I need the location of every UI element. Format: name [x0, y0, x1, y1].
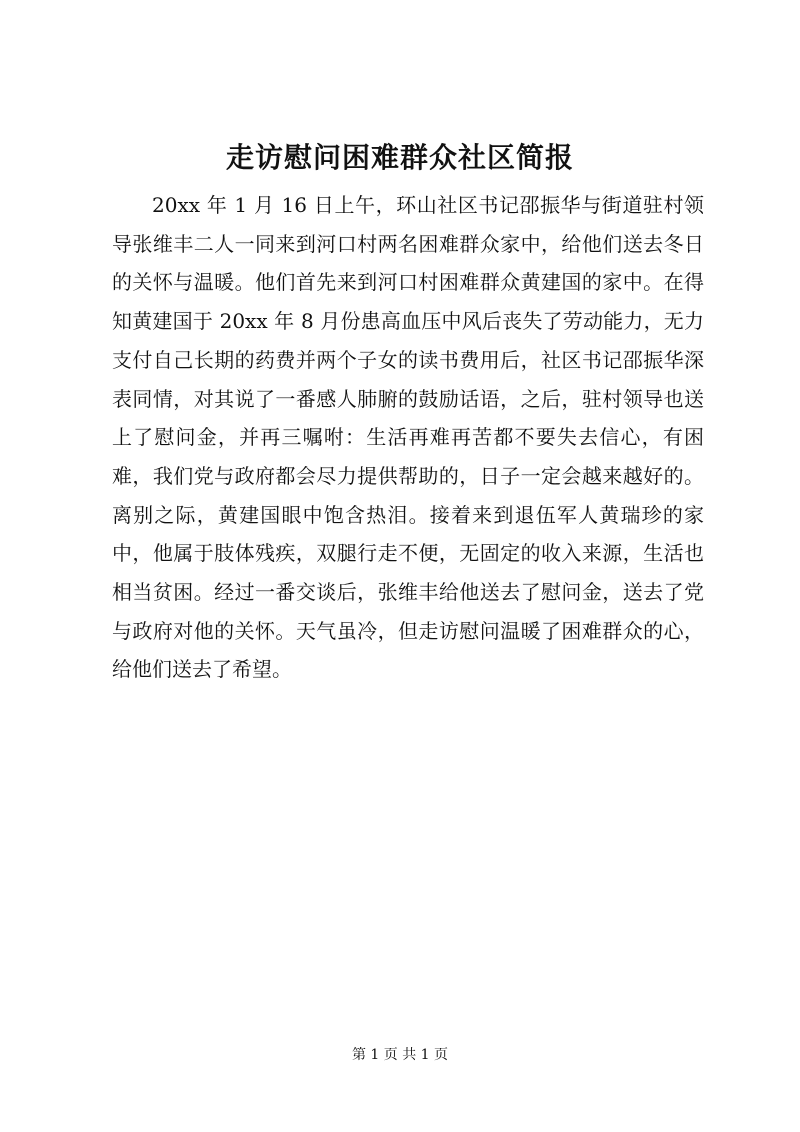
body-paragraph: 20xx 年 1 月 16 日上午，环山社区书记邵振华与街道驻村领导张维丰二人一同来到河口村两名困难群众家中，给他们送去冬日的关怀与温暖。他们首先来到河口村困难群众黄建国的家中。在得知黄建国于 20xx 年 8 月份患高血压中风后丧失了劳动能力，无力支付自己长期的药费并两个子女的读书费用后，社区书记邵振华深表同情，对其说了一番感人肺腑的鼓励话语，之后，驻村领导也送上了慰问金，并再三嘱咐：生活再难再苦都不要失去信心，有困难，我们党与政府都会尽力提供帮助的，日子一定会越来越好的。离别之际，黄建国眼中饱含热泪。接着来到退伍军人黄瑞珍的家中，他属于肢体残疾，双腿行走不便，无固定的收入来源，生活也相当贫困。经过一番交谈后，张维丰给他送去了慰问金，送去了党与政府对他的关怀。天气虽冷，但走访慰问温暖了困难群众的心，给他们送去了希望。: [112, 193, 704, 682]
document-title: 走访慰问困难群众社区简报: [225, 141, 574, 174]
page-number-footer: 第 1 页 共 1 页: [351, 1047, 449, 1063]
